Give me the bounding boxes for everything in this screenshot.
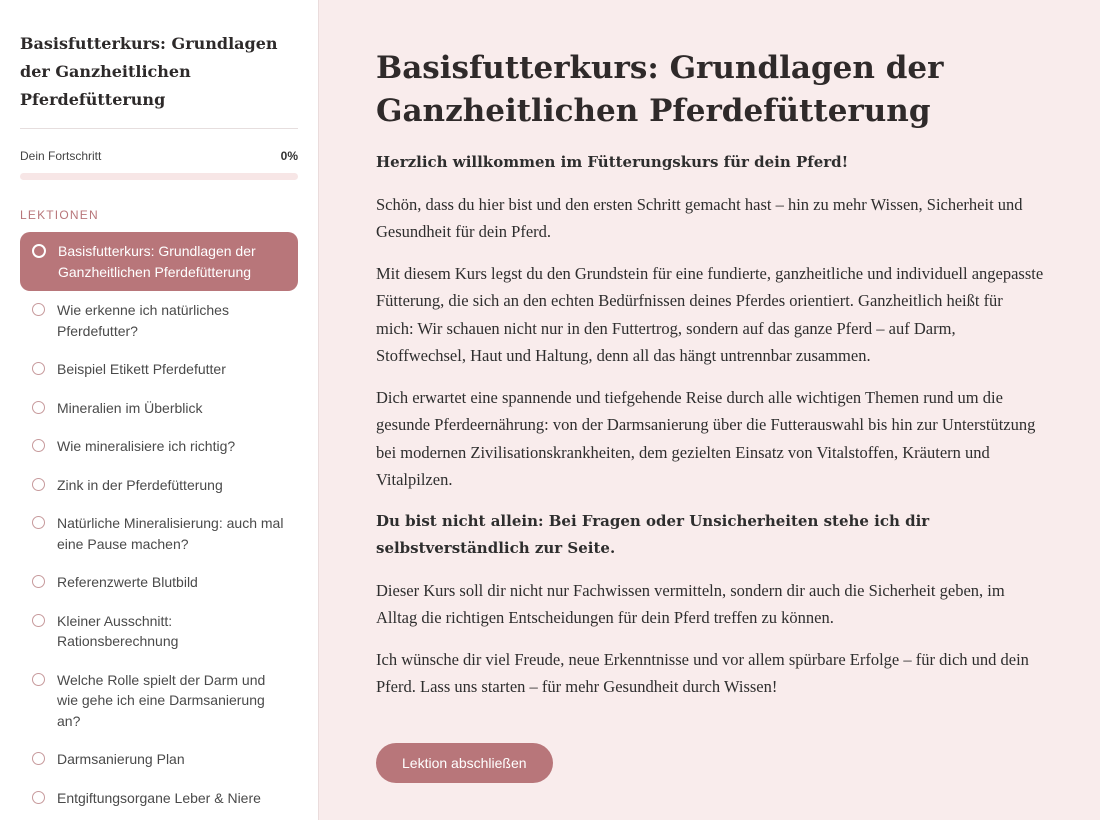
lesson-status-circle-icon	[32, 401, 45, 414]
lesson-label: Basisfutterkurs: Grundlagen der Ganzheitlichen Pferdefütterung	[58, 243, 256, 280]
lesson-label: Wie mineralisiere ich richtig?	[57, 438, 236, 454]
lesson-status-circle-icon	[32, 752, 45, 765]
sidebar-lesson-item[interactable]	[20, 291, 298, 350]
lesson-title: Basisfutterkurs: Grundlagen der Ganzheitlichen Pferdefütterung	[376, 50, 944, 129]
progress-bar	[20, 173, 298, 180]
sidebar	[0, 0, 319, 820]
lesson-highlight-paragraph: Herzlich willkommen im Fütterungskurs für dein Pferd!	[376, 153, 849, 171]
lesson-label: Natürliche Mineralisierung: auch mal eine Pause machen?	[57, 515, 284, 552]
lesson-status-circle-icon	[32, 439, 45, 452]
sidebar-lesson-item[interactable]	[20, 504, 298, 563]
sidebar-lesson-item[interactable]	[20, 779, 298, 818]
lesson-status-circle-icon	[32, 303, 45, 316]
lesson-status-circle-icon	[32, 516, 45, 529]
lesson-status-circle-icon	[32, 362, 45, 375]
lesson-status-circle-icon	[32, 244, 46, 258]
lesson-label: Darmsanierung Plan	[57, 751, 185, 767]
lesson-paragraph: Mit diesem Kurs legst du den Grundstein für eine fundierte, ganzheitliche und individuell angepasste Fütterung, die sich an den echten Bedürfnissen deines Pferdes orientiert. Ganzheitlich heißt für mich: Wir schauen nicht nur in den Futtertrog, sondern auf das ganze Pferd – auf Darm, Stoffwechsel, Haut und Haltung, denn all das hängt untrennbar zusammen.	[376, 263, 1044, 365]
lesson-list	[20, 232, 298, 817]
lesson-label: Zink in der Pferdefütterung	[57, 476, 223, 493]
sidebar-lesson-item[interactable]	[20, 563, 298, 602]
lesson-label: Welche Rolle spielt der Darm und wie gehe ich eine Darmsanierung an?	[57, 671, 266, 729]
lessons-section-label: LEKTIONEN	[20, 208, 99, 222]
sidebar-lesson-item[interactable]	[20, 602, 298, 661]
complete-lesson-button[interactable]: Lektion abschließen	[376, 743, 553, 783]
sidebar-lesson-item[interactable]	[20, 466, 298, 505]
lesson-status-circle-icon	[32, 791, 45, 804]
progress-row	[20, 149, 298, 163]
lesson-status-circle-icon	[32, 575, 45, 588]
main-content	[319, 0, 1100, 820]
lesson-status-circle-icon	[32, 673, 45, 686]
course-title: Basisfutterkurs: Grundlagen der Ganzheitlichen Pferdefütterung	[20, 30, 298, 129]
lesson-label: Entgiftungsorgane Leber & Niere	[57, 789, 261, 806]
lesson-body	[376, 149, 1060, 701]
sidebar-lesson-item[interactable]	[20, 740, 298, 779]
lesson-label: Referenzwerte Blutbild	[57, 574, 198, 590]
lesson-highlight-paragraph: Du bist nicht allein: Bei Fragen oder Unsicherheiten stehe ich dir selbstverständlich zur Seite.	[376, 511, 930, 557]
lesson-label: Kleiner Ausschnitt: Rationsberechnung	[57, 612, 179, 649]
sidebar-lesson-item[interactable]	[20, 389, 298, 428]
lesson-label: Mineralien im Überblick	[57, 399, 203, 416]
progress-percent: 0%	[280, 149, 298, 163]
lesson-status-circle-icon	[32, 614, 45, 627]
lesson-paragraph: Dieser Kurs soll dir nicht nur Fachwissen vermitteln, sondern dir auch die Sicherheit geben, im Alltag die richtigen Entscheidungen für dein Pferd treffen zu können.	[376, 580, 1005, 627]
lesson-label: Wie erkenne ich natürliches Pferdefutter?	[57, 302, 229, 339]
lesson-paragraph: Schön, dass du hier bist und den ersten Schritt gemacht hast – hin zu mehr Wissen, Sicherheit und Gesundheit für dein Pferd.	[376, 194, 1023, 241]
lesson-status-circle-icon	[32, 478, 45, 491]
lesson-paragraph: Dich erwartet eine spannende und tiefgehende Reise durch alle wichtigen Themen rund um die gesunde Pferdeernährung: von der Darmsanierung über die Futterauswahl bis hin zur Unterstützung bei modernen Zivilisationskrankheiten, dem gezielten Einsatz von Vitalstoffen, Kräutern und Vitalpilzen.	[376, 387, 1036, 489]
sidebar-lesson-item[interactable]	[20, 427, 298, 466]
sidebar-lesson-item[interactable]	[20, 350, 298, 389]
sidebar-lesson-item[interactable]	[20, 232, 298, 291]
lesson-label: Beispiel Etikett Pferdefutter	[57, 361, 226, 377]
lesson-paragraph: Ich wünsche dir viel Freude, neue Erkenntnisse und vor allem spürbare Erfolge – für dich und dein Pferd. Lass uns starten – für mehr Gesundheit durch Wissen!	[376, 649, 1029, 696]
progress-label: Dein Fortschritt	[20, 149, 102, 163]
sidebar-lesson-item[interactable]	[20, 661, 298, 741]
